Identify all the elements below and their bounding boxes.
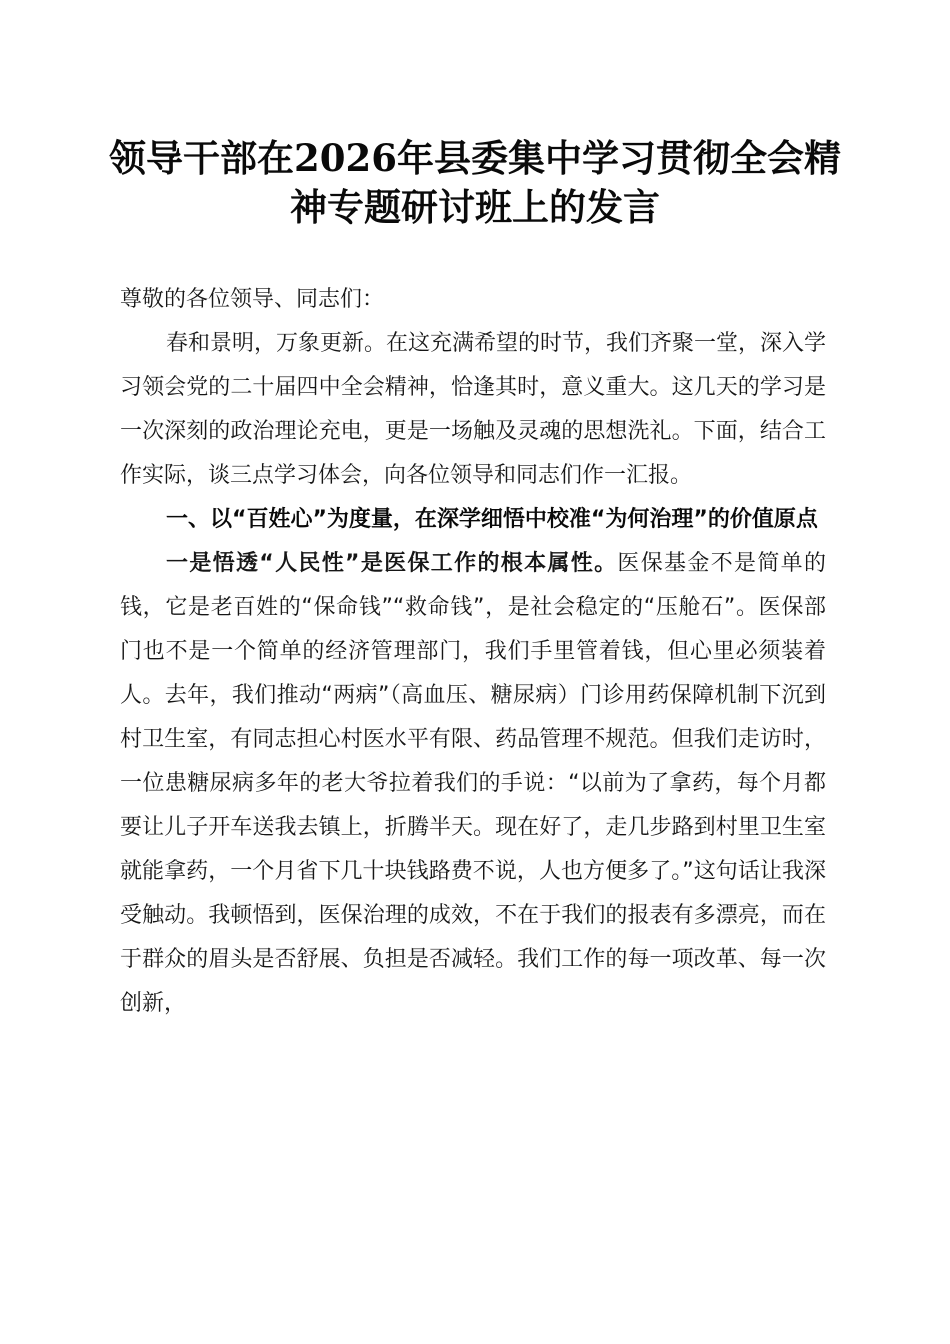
section-1-body-text: 医保基金不是简单的钱，它是老百姓的“保命钱”“救命钱”，是社会稳定的“压舱石”。医保部门也不是一个简单的经济管理部门，我们手里管着钱，但心里必须装着人。去年，我们推动“两病”（高血压、糖尿病）门诊用药保障机制下沉到村卫生室，有同志担心村医水平有限、药品管理不规范。但我们走访时，一位患糖尿病多年的老大爷拉着我们的手说：“以前为了拿药，每个月都要让儿子开车送我去镇上，折腾半天。现在好了，走几步路到村里卫生室就能拿药，一个月省下几十块钱路费不说，人也方便多了。”这句话让我深受触动。我顿悟到，医保治理的成效，不在于我们的报表有多漂亮，而在于群众的眉头是否舒展、负担是否减轻。我们工作的每一项改革、每一次创新， <box>120 551 826 1016</box>
section-1-lead-in: 一是悟透“人民性”是医保工作的根本属性。 <box>166 551 618 576</box>
salutation: 尊敬的各位领导、同志们： <box>120 287 385 312</box>
title-line-2: 神专题研讨班上的发言 <box>290 185 660 229</box>
title-line-1: 领导干部在2026年县委集中学习贯彻全会精 <box>109 136 841 180</box>
document-title <box>100 134 850 232</box>
opening-paragraph: 春和景明，万象更新。在这充满希望的时节，我们齐聚一堂，深入学习领会党的二十届四中全会精神，恰逢其时，意义重大。这几天的学习是一次深刻的政治理论充电，更是一场触及灵魂的思想洗礼。下面，结合工作实际，谈三点学习体会，向各位领导和同志们作一汇报。 <box>120 331 827 488</box>
section-1-paragraph <box>120 542 826 1026</box>
document-body <box>120 278 826 1026</box>
section-1-heading: 一、以“百姓心”为度量，在深学细悟中校准“为何治理”的价值原点 <box>166 507 818 532</box>
